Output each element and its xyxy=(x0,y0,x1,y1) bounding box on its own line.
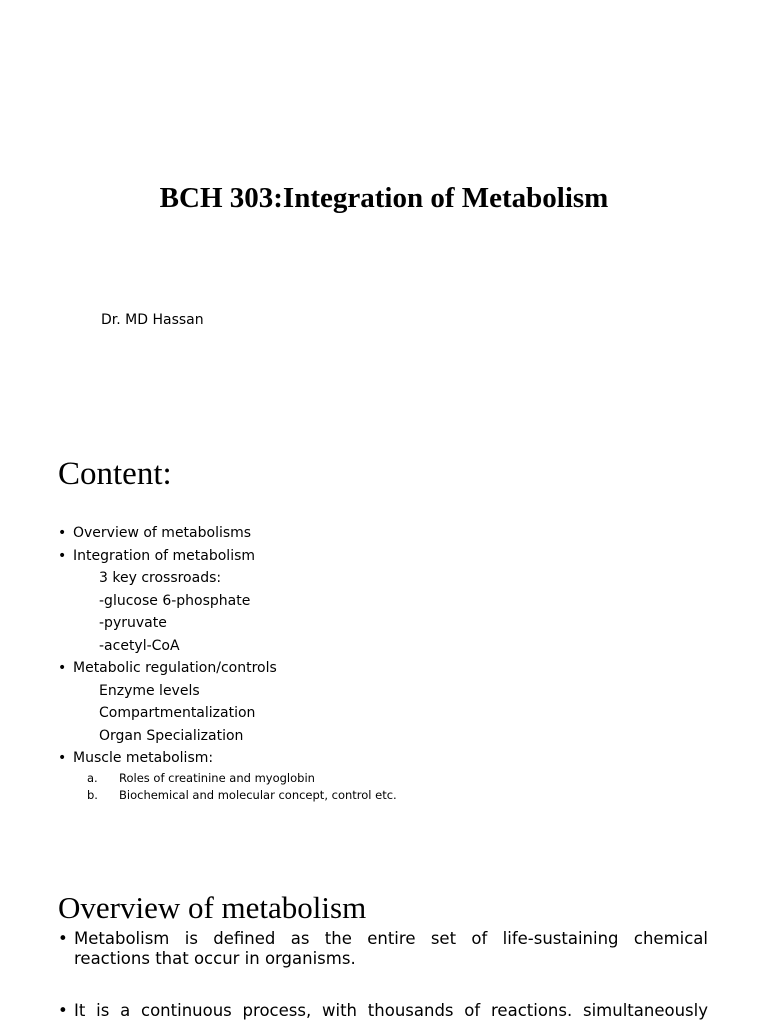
list-subitem: -glucose 6-phosphate xyxy=(99,592,251,609)
paragraph xyxy=(58,1001,708,1021)
list-subitem: -pyruvate xyxy=(99,615,167,631)
list-subitem: Compartmentalization xyxy=(99,705,256,721)
author-name: Dr. MD Hassan xyxy=(101,312,204,328)
content-heading: Content: xyxy=(58,456,172,492)
slide-title: BCH 303:Integration of Metabolism xyxy=(159,182,609,214)
list-subitem: -acetyl-CoA xyxy=(99,637,180,654)
paragraph-line: Metabolism is defined as the entire set of life-sustaining chemical xyxy=(74,929,708,948)
lettered-item: a. Roles of creatinine and myoglobin xyxy=(87,770,315,785)
paragraph-line: It is a continuous process, with thousands of reactions. simultaneously xyxy=(74,1001,708,1020)
paragraph xyxy=(58,929,708,969)
bullet: • xyxy=(58,929,68,948)
paragraph-line: reactions that occur in organisms. xyxy=(74,949,356,968)
lettered-item: b. Biochemical and molecular concept, control etc. xyxy=(87,788,397,802)
list-item: • Metabolic regulation/controls xyxy=(58,660,277,676)
content-list xyxy=(58,522,738,805)
bullet: • xyxy=(58,1001,68,1020)
list-item: • Muscle metabolism: xyxy=(58,750,214,766)
list-item: • Overview of metabolisms xyxy=(58,525,252,541)
list-subitem: Organ Specialization xyxy=(99,727,244,744)
list-item: • Integration of metabolism xyxy=(58,547,256,564)
list-subitem: Enzyme levels xyxy=(99,682,200,699)
list-subitem: 3 key crossroads: xyxy=(99,570,222,586)
overview-heading: Overview of metabolism xyxy=(58,890,367,925)
